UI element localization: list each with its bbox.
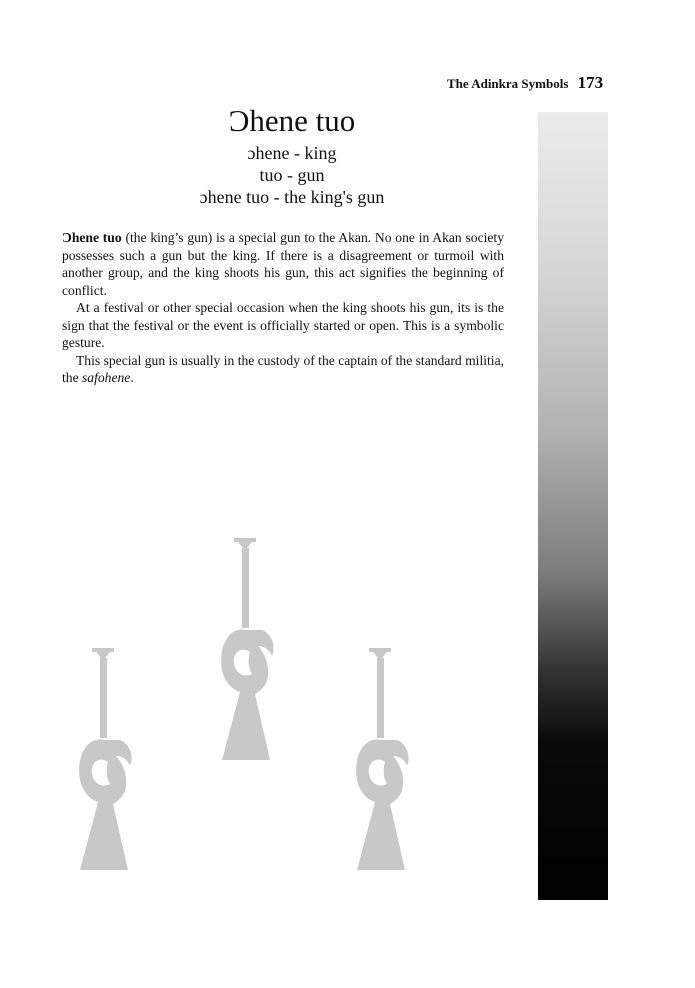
paragraph-3-end: .	[130, 370, 134, 385]
ohene-tuo-symbol-icon	[78, 648, 134, 872]
gloss-king: ɔhene - king	[247, 143, 337, 163]
running-head-title: The Adinkra Symbols	[447, 76, 569, 91]
paragraph-1-text: (the king’s gun) is a special gun to the Akan. No one in Akan society possesses such a gun but the king. If there is a disagreement or turmoil with another group, and the king shoots his gun, this act signifies the beginning of conflict.	[62, 230, 505, 298]
term-safohene: safohene	[82, 370, 131, 385]
ohene-tuo-symbol-icon	[220, 538, 276, 762]
ohene-tuo-symbol-icon	[355, 648, 411, 872]
running-head	[447, 73, 611, 93]
side-gradient-bar	[538, 112, 608, 900]
paragraph-3	[62, 352, 504, 387]
paragraph-2: At a festival or other special occasion when the king shoots his gun, its is the sign that the festival or the event is officially started or open. This is a symbolic gesture.	[62, 300, 504, 350]
body-text	[62, 229, 504, 387]
paragraph-1	[62, 229, 504, 299]
gloss-gun: tuo - gun	[259, 165, 325, 185]
term-ohene-tuo: Ɔhene tuo	[62, 230, 122, 245]
paragraph-3-text: This special gun is usually in the custody of the captain of the standard militia, the	[62, 352, 504, 385]
page-number: 173	[577, 73, 604, 92]
page-title: Ɔhene tuo	[228, 103, 356, 138]
gloss-kings-gun: ɔhene tuo - the king's gun	[199, 187, 385, 207]
